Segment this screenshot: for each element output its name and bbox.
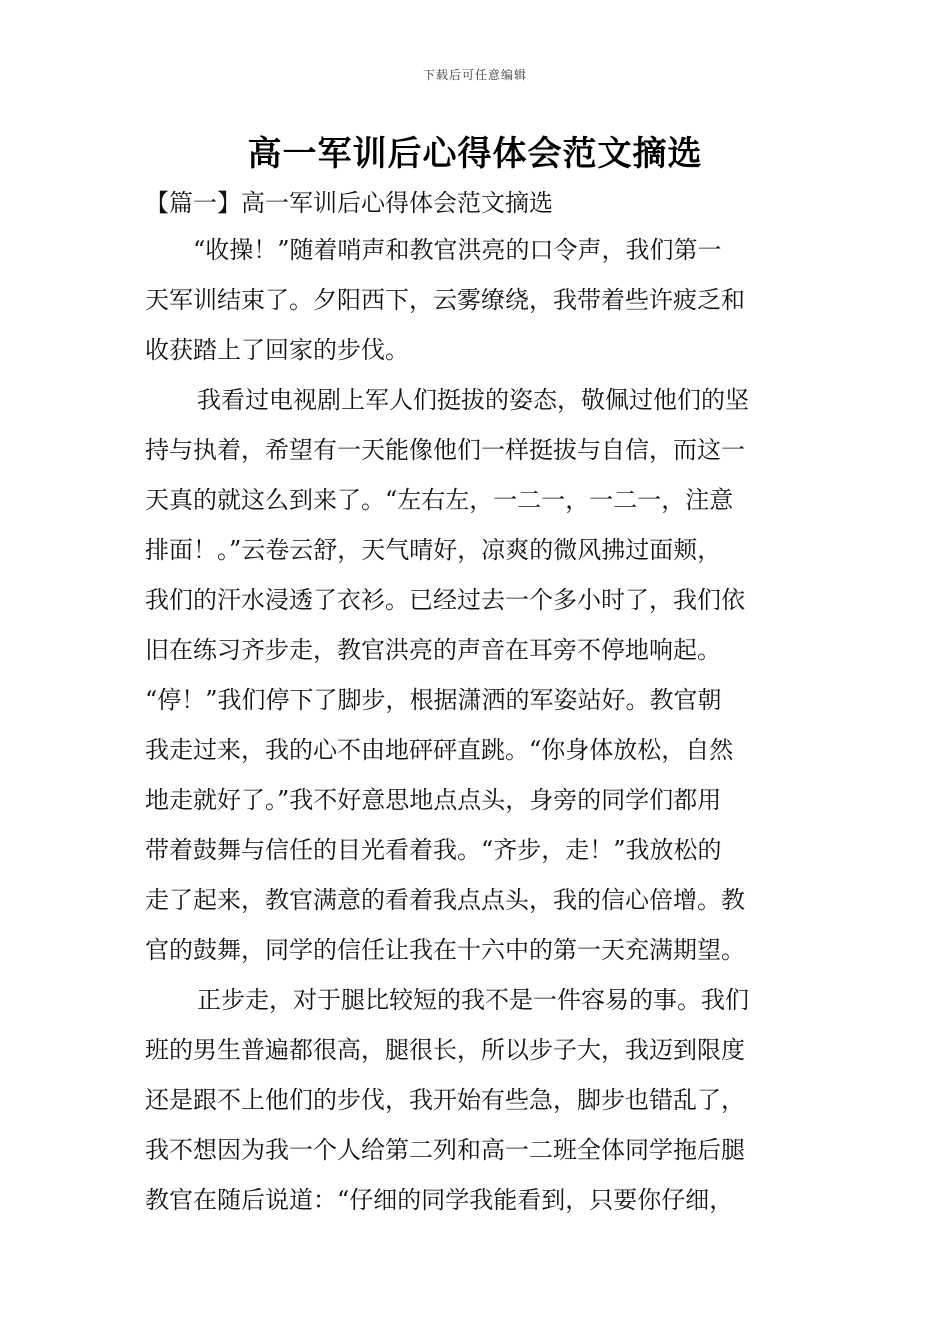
body-text xyxy=(145,228,845,1228)
text-line: 旧在练习齐步走，教官洪亮的声音在耳旁不停地响起。 xyxy=(145,636,721,664)
text-line: 天真的就这么到来了。“左右左，一二一，一二一，注意 xyxy=(145,486,734,514)
text-line: “停！”我们停下了脚步，根据潇洒的军姿站好。教官朝 xyxy=(145,686,722,714)
text-line: 我不想因为我一个人给第二列和高一二班全体同学拖后腿 xyxy=(145,1136,745,1164)
text-line: 走了起来，教官满意的看着我点点头，我的信心倍增。教 xyxy=(145,886,745,914)
page-title: 高一军训后心得体会范文摘选 xyxy=(247,134,703,174)
text-line: 持与执着，希望有一天能像他们一样挺拔与自信，而这一 xyxy=(145,436,745,464)
text-line: 我们的汗水浸透了衣衫。已经过去一个多小时了，我们依 xyxy=(145,586,745,614)
header-note: 下载后可任意编辑 xyxy=(422,68,527,82)
text-line: 地走就好了。”我不好意思地点点头，身旁的同学们都用 xyxy=(145,786,722,814)
text-line: 收获踏上了回家的步伐。 xyxy=(145,336,409,364)
text-line: 正步走，对于腿比较短的我不是一件容易的事。我们 xyxy=(197,986,749,1014)
section-heading: 【篇一】高一军训后心得体会范文摘选 xyxy=(145,189,553,217)
text-line: 班的男生普遍都很高，腿很长，所以步子大，我迈到限度 xyxy=(145,1036,745,1064)
text-line: 官的鼓舞，同学的信任让我在十六中的第一天充满期望。 xyxy=(145,936,745,964)
text-line: “收操！”随着哨声和教官洪亮的口令声，我们第一 xyxy=(193,236,722,264)
text-line: 排面！。”云卷云舒，天气晴好，凉爽的微风拂过面颊， xyxy=(145,536,722,564)
text-line: 我看过电视剧上军人们挺拔的姿态，敬佩过他们的坚 xyxy=(197,386,749,414)
text-line: 我走过来，我的心不由地砰砰直跳。“你身体放松，自然 xyxy=(145,736,734,764)
text-line: 还是跟不上他们的步伐，我开始有些急，脚步也错乱了， xyxy=(145,1086,745,1114)
text-line: 天军训结束了。夕阳西下，云雾缭绕，我带着些许疲乏和 xyxy=(145,286,745,314)
text-line: 带着鼓舞与信任的目光看着我。“齐步，走！”我放松的 xyxy=(145,836,722,864)
text-line: 教官在随后说道：“仔细的同学我能看到，只要你仔细， xyxy=(145,1186,734,1214)
